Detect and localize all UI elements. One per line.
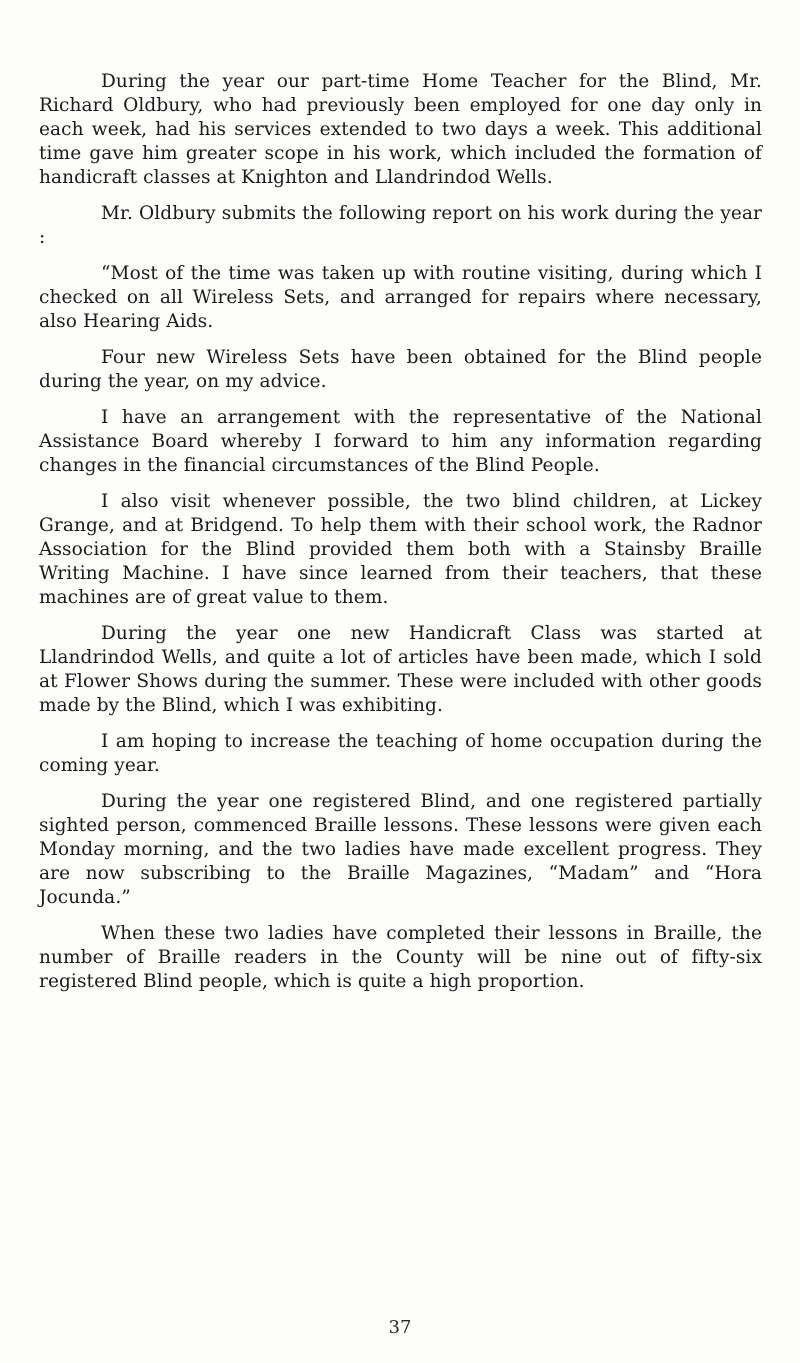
paragraph-home-teacher: During the year our part-time Home Teacher for the Blind, Mr. Richard Oldbury, who had previously been employed for one day only in each week, had his services extended to two days a week. This additional time gave him greater scope in his work, which included the formation of handicraft classes at Knighton and Llandrindod Wells.	[39, 71, 762, 188]
paragraph-routine-visiting: “Most of the time was taken up with routine visiting, during which I checked on all Wireless Sets, and arranged for repairs where necessary, also Hearing Aids.	[39, 263, 762, 332]
paragraph-wireless-sets: Four new Wireless Sets have been obtained for the Blind people during the year, on my advice.	[39, 347, 762, 392]
paragraph-braille-lessons: During the year one registered Blind, and one registered partially sighted person, commenced Braille lessons. These lessons were given each Monday morning, and the two ladies have made excellent progress. They are now subscribing to the Braille Magazines, “Madam” and “Hora Jocunda.”	[39, 791, 762, 908]
paragraph-braille-readers: When these two ladies have completed their lessons in Braille, the number of Braille readers in the County will be nine out of fifty-six registered Blind people, which is quite a high proportion.	[39, 923, 762, 992]
report-body	[39, 70, 762, 1006]
paragraph-blind-children: I also visit whenever possible, the two blind children, at Lickey Grange, and at Bridgend. To help them with their school work, the Radnor Association for the Blind provided them both with a Stainsby Braille Writing Machine. I have since learned from their teachers, that these machines are of great value to them.	[39, 491, 762, 608]
paragraph-handicraft-class: During the year one new Handicraft Class was started at Llandrindod Wells, and quite a lot of articles have been made, which I sold at Flower Shows during the summer. These were included with other goods made by the Blind, which I was exhibiting.	[39, 623, 762, 716]
paragraph-assistance-board: I have an arrangement with the representative of the National Assistance Board whereby I forward to him any information regarding changes in the financial circumstances of the Blind People.	[39, 407, 762, 476]
page-number: 37	[388, 1317, 412, 1338]
paragraph-home-occupation: I am hoping to increase the teaching of home occupation during the coming year.	[39, 731, 762, 776]
paragraph-report-intro: Mr. Oldbury submits the following report on his work during the year :	[39, 203, 762, 248]
